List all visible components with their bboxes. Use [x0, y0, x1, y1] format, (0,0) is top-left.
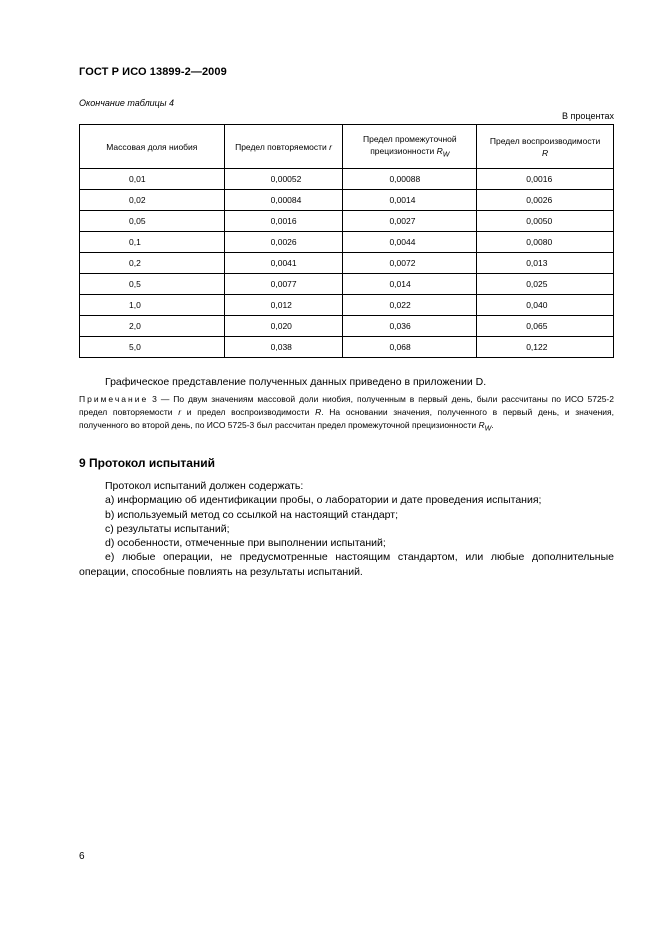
table-caption: Окончание таблицы 4: [79, 98, 174, 108]
table-cell: 0,0050: [477, 211, 614, 232]
table-cell: 0,022: [343, 295, 477, 316]
table-cell: 0,00088: [343, 169, 477, 190]
table-cell: 0,0072: [343, 253, 477, 274]
table-row: [80, 190, 614, 211]
list-item: a) информацию об идентификации пробы, о лаборатории и дате проведения испытания;: [105, 494, 542, 507]
table-cell: 0,0014: [343, 190, 477, 211]
table-cell: 0,02: [80, 190, 225, 211]
table-cell: 0,122: [477, 337, 614, 358]
table-cell: 0,0044: [343, 232, 477, 253]
section-intro: Протокол испытаний должен содержать:: [105, 480, 304, 492]
table-cell: 0,068: [343, 337, 477, 358]
col-header-repeatability: Предел повторяемости r: [224, 125, 343, 169]
table-row: [80, 337, 614, 358]
table-cell: 0,014: [343, 274, 477, 295]
table-cell: 0,020: [224, 316, 343, 337]
table-cell: 0,012: [224, 295, 343, 316]
list-item: e) любые операции, не предусмотренные настоящим стандартом, или любые дополнительные операции, способные повлиять на результаты испытаний.: [79, 551, 614, 578]
table-cell: 0,0016: [477, 169, 614, 190]
section-title: 9 Протокол испытаний: [79, 456, 215, 470]
table-cell: 0,01: [80, 169, 225, 190]
graph-reference-note: Графическое представление полученных данных приведено в приложении D.: [105, 376, 487, 388]
table-cell: 0,013: [477, 253, 614, 274]
table-header-row: [80, 125, 614, 169]
col-header-reproducibility: Предел воспроизводимости R: [477, 125, 614, 169]
table-cell: 0,05: [80, 211, 225, 232]
table-row: [80, 316, 614, 337]
table-cell: 1,0: [80, 295, 225, 316]
table-cell: 5,0: [80, 337, 225, 358]
note-3: Примечание 3 — По двум значениям массовой доли ниобия, полученным в первый день, были рассчитаны по ИСО 5725-2 предел повторяемости r и предел воспроизводимости R. На основании значения, полученного в первый день, и значения, полученного во второй день, по ИСО 5725-3 был рассчитан предел промежуточной прецизионности $R_W$.: [79, 394, 614, 433]
table-cell: 0,038: [224, 337, 343, 358]
table-row: [80, 232, 614, 253]
table-row: [80, 295, 614, 316]
precision-table: [79, 124, 614, 358]
table-cell: 0,036: [343, 316, 477, 337]
section-body: [79, 479, 614, 579]
col-header-mass-fraction: Массовая доля ниобия: [80, 125, 225, 169]
note-label: Примечание: [79, 394, 149, 404]
table-cell: 0,025: [477, 274, 614, 295]
table-cell: 0,0016: [224, 211, 343, 232]
list-item: b) используемый метод со ссылкой на настоящий стандарт;: [105, 508, 398, 521]
table-cell: 0,0026: [477, 190, 614, 211]
table-row: [80, 211, 614, 232]
table-cell: 0,5: [80, 274, 225, 295]
table-unit: В процентах: [562, 111, 614, 121]
table-row: [80, 169, 614, 190]
table-cell: 0,00084: [224, 190, 343, 211]
table-cell: 0,0027: [343, 211, 477, 232]
document-header: ГОСТ Р ИСО 13899-2—2009: [79, 66, 227, 78]
table-cell: 0,1: [80, 232, 225, 253]
table-cell: 0,0041: [224, 253, 343, 274]
page-number: 6: [79, 851, 85, 862]
table-cell: 0,065: [477, 316, 614, 337]
table-cell: 0,0077: [224, 274, 343, 295]
table-cell: 0,2: [80, 253, 225, 274]
table-row: [80, 274, 614, 295]
col-header-intermediate-precision: Предел промежуточной прецизионности $R_W$: [343, 125, 477, 169]
list-item: d) особенности, отмеченные при выполнении испытаний;: [105, 537, 386, 550]
list-item: c) результаты испытаний;: [105, 522, 230, 535]
table-cell: 0,0080: [477, 232, 614, 253]
table-cell: 0,00052: [224, 169, 343, 190]
table-cell: 0,040: [477, 295, 614, 316]
table-cell: 0,0026: [224, 232, 343, 253]
table-row: [80, 253, 614, 274]
table-cell: 2,0: [80, 316, 225, 337]
